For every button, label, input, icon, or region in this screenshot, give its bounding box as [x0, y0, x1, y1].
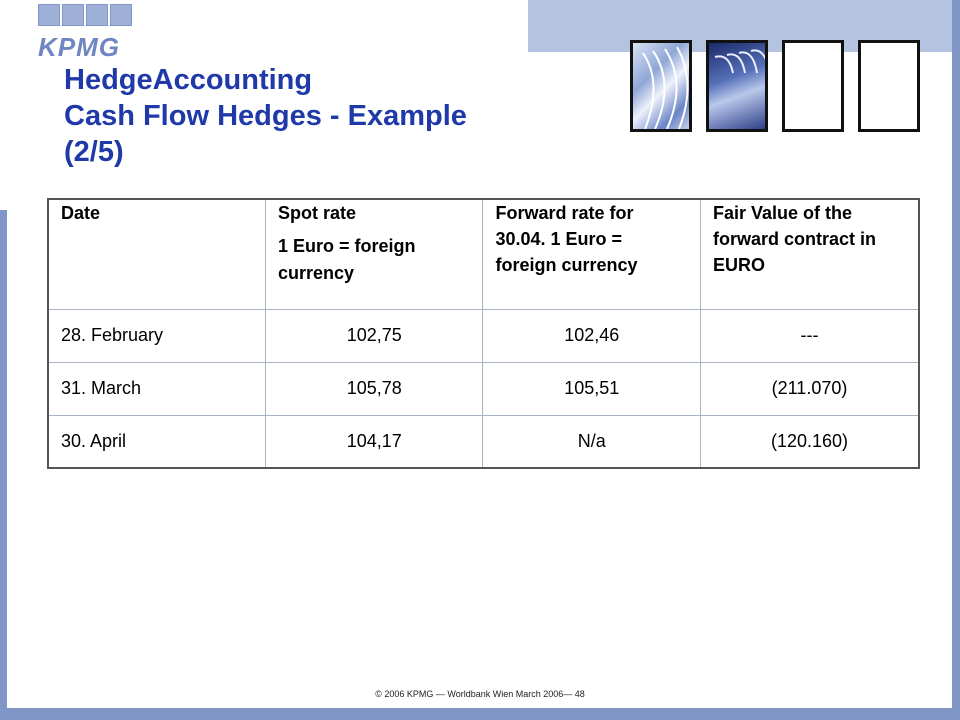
photo-frame-3	[782, 40, 844, 132]
slide-title	[64, 62, 584, 170]
fair-value-table	[47, 198, 920, 469]
cell-spot: 102,75	[265, 309, 483, 362]
cell-forward: 102,46	[483, 309, 701, 362]
title-line-1: HedgeAccounting	[64, 64, 313, 96]
kpmg-logo	[38, 4, 134, 66]
cell-forward: N/a	[483, 415, 701, 468]
cell-date: 28. February	[48, 309, 265, 362]
table-row	[48, 309, 919, 362]
photo-frame-4	[858, 40, 920, 132]
table-row	[48, 415, 919, 468]
title-line-2: Cash Flow Hedges - Example	[64, 100, 467, 132]
photo-frame-2	[706, 40, 768, 132]
table-header-row	[48, 199, 919, 309]
right-decor-bar	[952, 0, 960, 720]
header-photo-strip	[630, 40, 930, 136]
photo-frame-1	[630, 40, 692, 132]
cell-spot: 104,17	[265, 415, 483, 468]
cell-forward: 105,51	[483, 362, 701, 415]
header-forward-rate: Forward rate for 30.04. 1 Euro = foreign currency	[483, 199, 701, 309]
bottom-decor-bar	[0, 708, 960, 720]
title-line-3: (2/5)	[64, 136, 124, 168]
cell-date: 30. April	[48, 415, 265, 468]
left-decor-bar	[0, 210, 7, 720]
logo-text: KPMG	[38, 32, 120, 62]
header-spot-rate-sub: 1 Euro = foreign currency	[277, 236, 416, 283]
cell-date: 31. March	[48, 362, 265, 415]
slide-footer: © 2006 KPMG — Worldbank Wien March 2006— 48	[375, 689, 585, 699]
header-spot-rate: Spot rate 1 Euro = foreign currency	[265, 199, 483, 309]
cell-fair-value: ---	[700, 309, 919, 362]
cell-fair-value: (120.160)	[700, 415, 919, 468]
header-date: Date	[48, 199, 265, 309]
header-fair-value: Fair Value of the forward contract in EURO	[700, 199, 919, 309]
table-row	[48, 362, 919, 415]
cell-fair-value: (211.070)	[700, 362, 919, 415]
cell-spot: 105,78	[265, 362, 483, 415]
